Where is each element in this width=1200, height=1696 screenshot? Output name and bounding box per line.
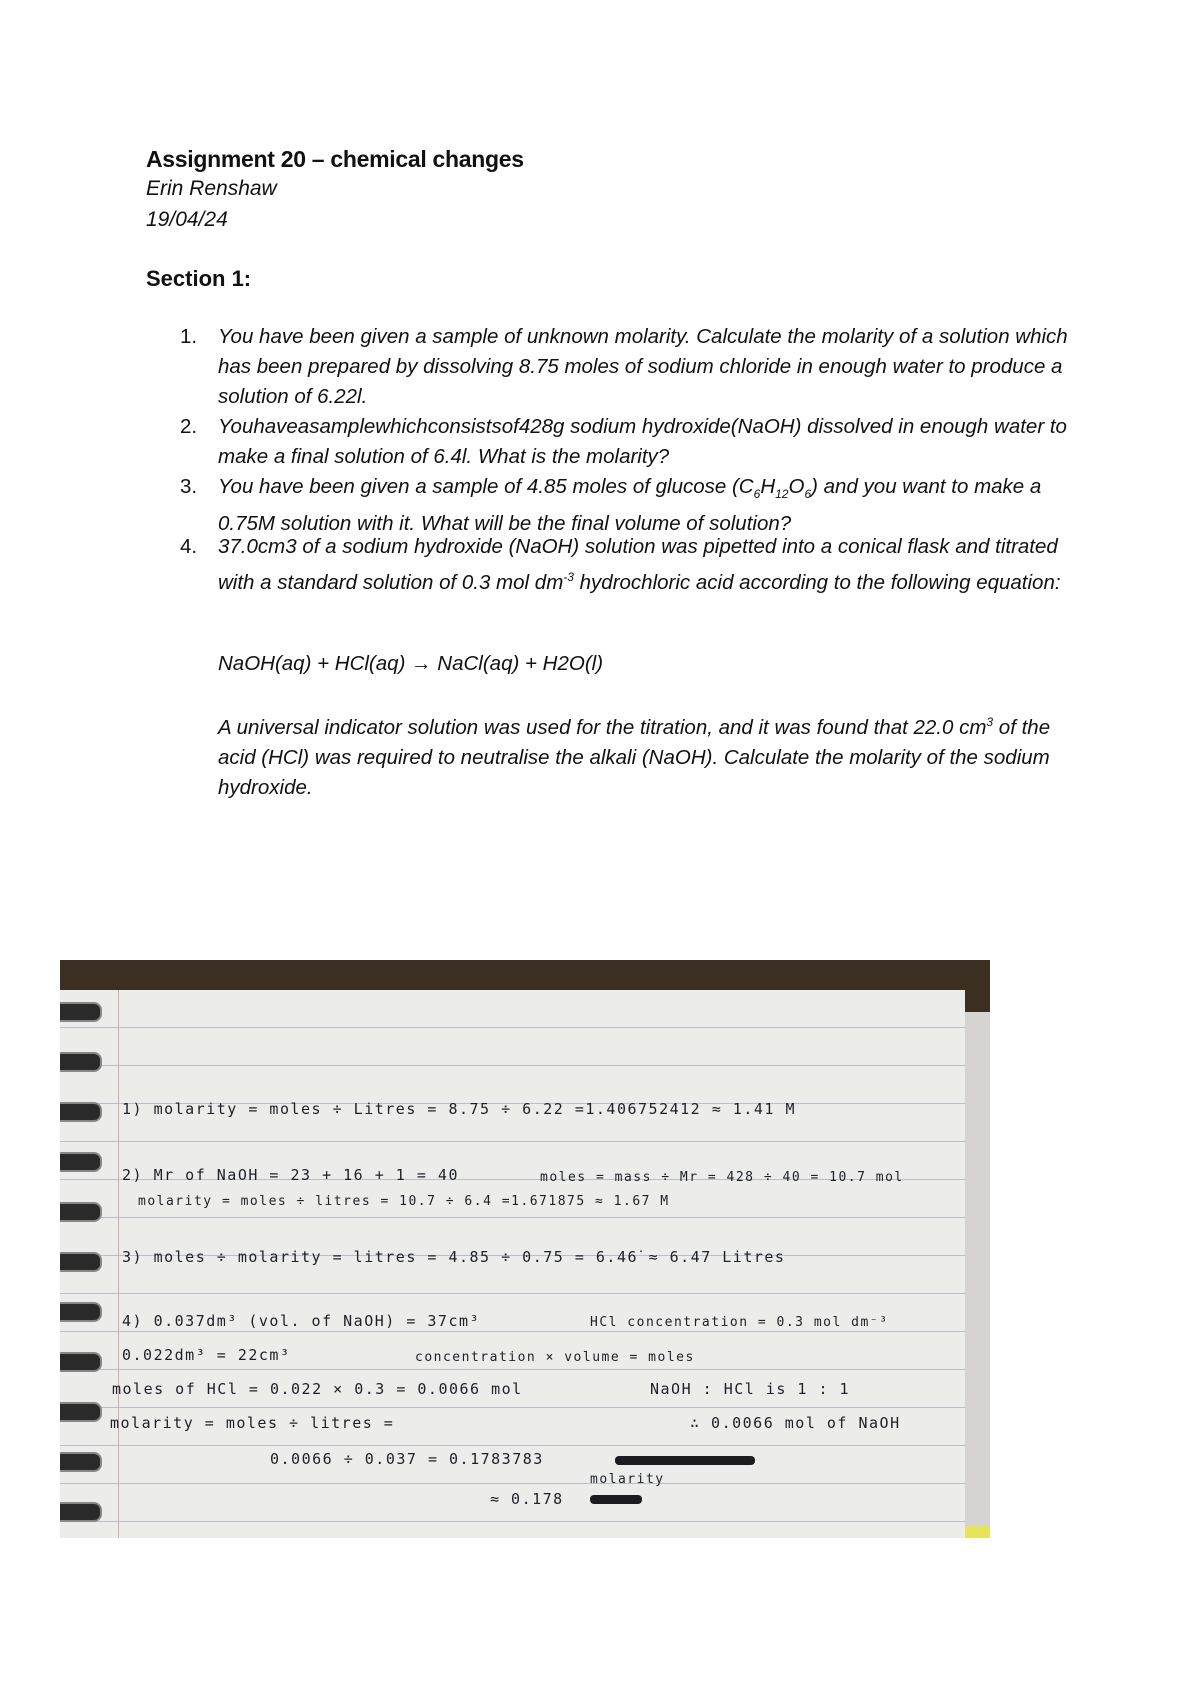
- notebook-photo: [60, 960, 990, 1538]
- section-heading: Section 1:: [146, 266, 252, 291]
- handwritten-line: 0.0066 ÷ 0.037 = 0.1783783: [270, 1450, 544, 1468]
- handwritten-line: 3) moles ÷ molarity = litres = 4.85 ÷ 0.75 = 6.46̇ ≈ 6.47 Litres: [122, 1248, 786, 1266]
- handwritten-line: HCl concentration = 0.3 mol dm⁻³: [590, 1315, 889, 1330]
- handwritten-line: molarity: [590, 1472, 665, 1487]
- spiral-ring: [60, 1052, 102, 1072]
- handwritten-line: 4) 0.037dm³ (vol. of NaOH) = 37cm³: [122, 1312, 481, 1330]
- question-number: 1.: [180, 325, 198, 348]
- spiral-ring: [60, 1202, 102, 1222]
- handwritten-line: molarity = moles ÷ litres =: [110, 1414, 395, 1432]
- question-number: 2.: [180, 415, 198, 438]
- crossed-out-scribble: [590, 1495, 642, 1504]
- spiral-ring: [60, 1252, 102, 1272]
- question-number: 4.: [180, 535, 198, 558]
- handwritten-line: ≈ 0.178: [490, 1490, 564, 1508]
- question-4: [180, 532, 1068, 598]
- margin-line: [118, 990, 119, 1538]
- question-text: You have been given a sample of 4.85 moles of glucose $(C_6H_{12}O_6)$ and you want to make a 0.75M solution with it. What will be the final volume of solution?: [218, 475, 1042, 536]
- spiral-ring: [60, 1452, 102, 1472]
- crossed-out-scribble: [615, 1456, 755, 1465]
- handwritten-line: molarity = moles ÷ litres = 10.7 ÷ 6.4 =1.671875 ≈ 1.67 M: [138, 1194, 670, 1209]
- handwritten-line: NaOH : HCl is 1 : 1: [650, 1380, 851, 1398]
- chemical-equation: NaOH(aq) + HCl(aq) → NaCl(aq) + H2O(l): [218, 652, 604, 675]
- spiral-ring: [60, 1152, 102, 1172]
- spiral-ring: [60, 1402, 102, 1422]
- handwritten-line: 0.022dm³ = 22cm³: [122, 1346, 291, 1364]
- handwritten-line: moles of HCl = 0.022 × 0.3 = 0.0066 mol: [112, 1380, 523, 1398]
- handwritten-line: concentration × volume = moles: [415, 1350, 695, 1365]
- spiral-ring: [60, 1352, 102, 1372]
- question-2: [180, 412, 1068, 472]
- author-name: Erin Renshaw: [146, 177, 277, 200]
- handwritten-line: 1) molarity = moles ÷ Litres = 8.75 ÷ 6.22 =1.406752412 ≈ 1.41 M: [122, 1100, 796, 1118]
- spiral-ring: [60, 1302, 102, 1322]
- handwritten-line: ∴ 0.0066 mol of NaOH: [690, 1414, 901, 1432]
- notebook-page: [60, 990, 965, 1538]
- assignment-date: 19/04/24: [146, 208, 228, 231]
- assignment-title: Assignment 20 – chemical changes: [146, 146, 524, 172]
- question-4-paragraph: A universal indicator solution was used for the titration, and it was found that 22.0 $cm^3$ of the acid (HCl) was required to neutralise the alkali (NaOH). Calculate the molarity of the sodium hydroxide.: [218, 715, 1051, 799]
- question-number: 3.: [180, 475, 198, 498]
- question-1: [180, 322, 1068, 412]
- spiral-ring: [60, 1002, 102, 1022]
- question-text: 37.0cm3 of a sodium hydroxide (NaOH) solution was pipetted into a conical flask and titrated with a standard solution of 0.3 mol $dm^{-3}$ hydrochloric acid according to the following equation:: [218, 535, 1061, 594]
- spiral-ring: [60, 1102, 102, 1122]
- question-text: Youhaveasamplewhichconsistsof428g sodium hydroxide(NaOH) dissolved in enough water to make a final solution of 6.4l. What is the molarity?: [218, 415, 1067, 468]
- question-3: [180, 472, 1068, 539]
- handwritten-line: 2) Mr of NaOH = 23 + 16 + 1 = 40: [122, 1166, 459, 1184]
- question-text: You have been given a sample of unknown molarity. Calculate the molarity of a solution which has been prepared by dissolving 8.75 moles of sodium chloride in enough water to produce a solution of 6.22l.: [218, 325, 1068, 408]
- handwritten-line: moles = mass ÷ Mr = 428 ÷ 40 = 10.7 mol: [540, 1170, 904, 1185]
- spiral-ring: [60, 1502, 102, 1522]
